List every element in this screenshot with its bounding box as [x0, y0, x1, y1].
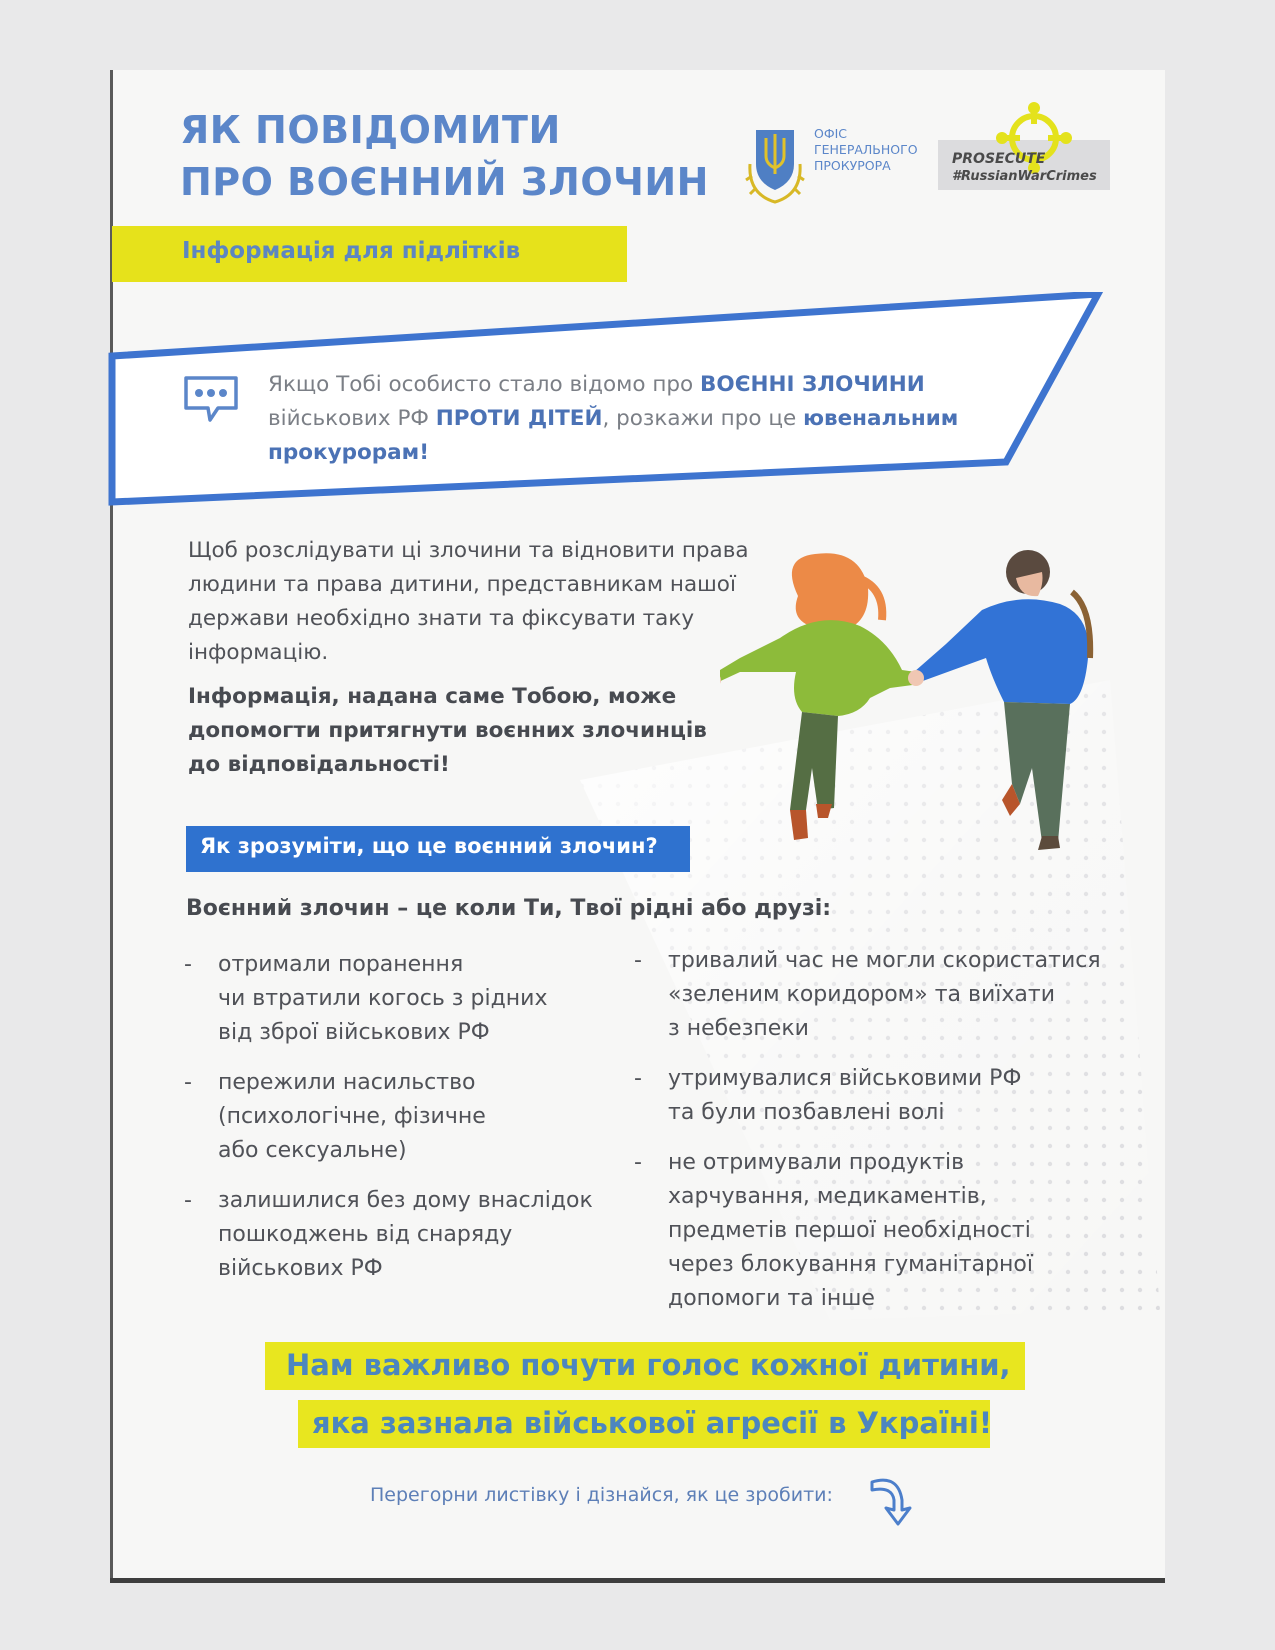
bullet-dash: - — [634, 1066, 642, 1091]
list-item — [634, 944, 1114, 1046]
boy-figure — [914, 550, 1090, 850]
turn-page-hint: Перегорни листівку і дізнайся, як це зробити: — [370, 1484, 833, 1506]
page-title: ЯК ПОВІДОМИТИ — [180, 108, 561, 152]
bullet-dash: - — [634, 948, 642, 973]
list-item-text: не отримували продуктів харчування, медикаментів, предметів першої необхідності через блокування гуманітарної допомоги та інше — [668, 1150, 1033, 1311]
question-heading: Як зрозуміти, що це воєнний злочин? — [200, 834, 658, 858]
page-edge — [110, 1578, 1165, 1583]
page-title: ПРО ВОЄННИЙ ЗЛОЧИН — [180, 160, 709, 204]
intro-paragraph: Щоб розслідувати ці злочини та відновити права людини та права дитини, представникам нашої держави необхідно знати та фіксувати таку інформацію. — [188, 538, 749, 665]
bullet-dash: - — [184, 1188, 192, 1213]
bullet-list-left — [184, 948, 614, 1302]
subtitle: Інформація для підлітків — [182, 238, 521, 264]
logo-line: PROSECUTE — [952, 151, 1046, 167]
intro-bold-paragraph: Інформація, надана саме Тобою, може допомогти притягнути воєнних злочинців до відповідальності! — [188, 684, 707, 777]
list-item — [184, 1184, 614, 1286]
callout-part: ! — [419, 440, 430, 465]
callout-highlight: ВОЄННІ ЗЛОЧИНИ — [700, 372, 925, 397]
bullet-dash: - — [184, 1070, 192, 1095]
callout-highlight: ювенальним прокурорам — [268, 406, 959, 465]
list-item — [184, 948, 614, 1050]
list-item-text: залишилися без дому внаслідок пошкоджень від снаряду військових РФ — [218, 1188, 593, 1281]
logo-line: #RussianWarCrimes — [952, 169, 1097, 184]
list-item-text: отримали поранення чи втратили когось з рідних від зброї військових РФ — [218, 952, 548, 1045]
running-teens-illustration — [720, 548, 1170, 908]
callout-part: військових РФ — [268, 406, 436, 431]
list-item-text: утримувалися військовими РФ та були позбавлені волі — [668, 1066, 1022, 1125]
definition-text: Воєнний злочин – це коли Ти, Твої рідні або друзі: — [186, 896, 832, 921]
list-item — [184, 1066, 614, 1168]
callout-highlight: ПРОТИ ДІТЕЙ — [435, 406, 603, 431]
slogan-line: Нам важливо почути голос кожної дитини, — [286, 1348, 1011, 1382]
trident-emblem-icon — [742, 124, 808, 206]
bullet-dash: - — [634, 1150, 642, 1175]
callout-part: , розкажи про це — [602, 406, 804, 431]
callout-text — [268, 368, 998, 470]
chat-bubble-icon — [182, 372, 240, 430]
bullet-list-right — [634, 944, 1114, 1332]
logo-line: ОФІС — [814, 126, 848, 141]
bullet-dash: - — [184, 952, 192, 977]
callout-part: Якщо Тобі особисто стало відомо про — [268, 372, 701, 397]
logo-line: ГЕНЕРАЛЬНОГО — [814, 142, 918, 157]
list-item — [634, 1146, 1114, 1316]
curved-arrow-down-icon — [868, 1472, 924, 1528]
office-logo-text — [814, 126, 918, 174]
list-item-text: тривалий час не могли скористатися «зеленим коридором» та виїхати з небезпеки — [668, 948, 1101, 1041]
slogan-line: яка зазнала військової агресії в Україні! — [312, 1406, 993, 1440]
prosecute-logo-text — [952, 150, 1097, 186]
logo-line: ПРОКУРОРА — [814, 158, 891, 173]
list-item — [634, 1062, 1114, 1130]
list-item-text: пережили насильство (психологічне, фізичне або сексуальне) — [218, 1070, 486, 1163]
girl-figure — [720, 553, 920, 840]
